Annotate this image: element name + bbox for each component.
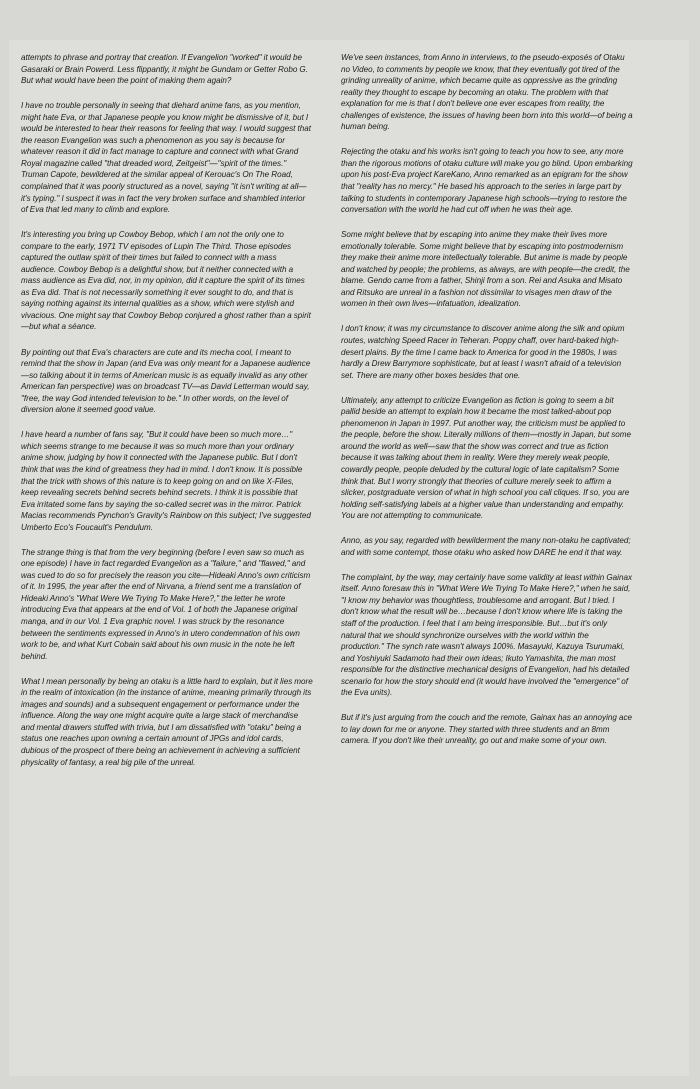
paragraph: But if it's just arguing from the couch and the remote, Gainax has an annoying ace to lay down for me or anyone. They started with three students and an 8mm camera. If you don't like their unreality, go out and make some of your own. bbox=[341, 713, 632, 746]
paragraph: Some might believe that by escaping into anime they make their lives more emotionally tolerable. Some might believe that by escaping into postmodernism they make their anime more intellectually tolerable. But anime is made by people and watched by people; the problems, as always, are with people—the credit, the blame. Gendo came from a father, Shinji from a son. Rei and Asuka and Misato and Ritsuko are unreal in a fashion not dissimilar to visages men draw of the women in their own lives—infatuation, idealization. bbox=[341, 230, 630, 309]
paragraph: It's interesting you bring up Cowboy Bebop, which I am not the only one to compare to the early, 1971 TV episodes of Lupin The Third. Those episodes captured the outlaw spirit of their times but failed to connect with a mass audience. Cowboy Bebop is a delightful show, but it neither connected with a mass audience as Eva did, nor, in my opinion, did it capture the spirit of its times as Eva did. That is not necessarily something it ever sought to do, and that is saying nothing against its internal qualities as a show, which were stylish and vivacious. One might say that Cowboy Bebop conjured a ghost rather than a spirit—but what a séance. bbox=[21, 230, 311, 332]
paragraph: The complaint, by the way, may certainly have some validity at least within Gainax itself. Anno foresaw this in "What Were We Trying To Make Here?," when he said, "I know my behavior was thoughtless, troublesome and arrogant. But I tried. I don't know what the result will be…because I don't know where life is taking the staff of the production. I feel that I am being irresponsible. But…but it's only natural that we should synchronize ourselves with the world within the production." The synch rate wasn't always 100%. Masayuki, Kazuya Tsurumaki, and Yoshiyuki Sadamoto had their own ideas; Ikuto Yamashita, the man most responsible for the distinctive mechanical designs of Evangelion, had his detailed scenario for how the story should end (it would have involved the "emergence" of the Eva units). bbox=[341, 572, 633, 698]
paragraph: By pointing out that Eva's characters are cute and its mecha cool, I meant to remind that the show in Japan (and Eva was only meant for a Japanese audience—so talking about it in terms of American music is as equally invalid as any other American fan perspective) was on broadcast TV—as David Letterman would say, "free, the way God intended television to be." In other words, on the level of diversion alone it seemed good value. bbox=[21, 347, 311, 415]
paragraph: I have no trouble personally in seeing that diehard anime fans, as you mention, might hate Eva, or that Japanese people you know might be dismissive of it, but I would be interested to hear their reasons for feeling that way. I would suggest that the reason Evangelion was such a phenomenon as you say is because for whatever reason it did in fact manage to capture and connect with what Grand Royal magazine called "that dreaded word, Zeitgeist"—"spirit of the times." Truman Capote, bewildered at the similar appeal of Kerouac's On The Road, complained that it was poorly structured as a novel, saying "it isn't writing at all—it's typing." I suspect it was in fact the very broken surface and shambled interior of Eva that led many to climb and explore. bbox=[21, 101, 311, 215]
top-margin bbox=[0, 0, 700, 40]
paragraph: Ultimately, any attempt to criticize Evangelion as fiction is going to seem a bit pallid beside an attempt to explain how it became the most talked-about pop phenomenon in Japan in 1997. Put another way, the criticism must be applied to the people, before the show. Literally millions of them—mostly in Japan, but some around the world as well—saw that the show was correct and true as fiction because it was talking about them in reality. Were they merely weak people, cowardly people, people deluded by the cultural logic of late capitalism? Some think that. But I worry strongly that theories of culture merely seek to affirm a slicker, postgraduate version of what in high school you call cliques. If so, you are holding self-satisfying labels at a higher value than understanding and empathy. You are not attempting to communicate. bbox=[341, 395, 632, 521]
left-column bbox=[21, 52, 313, 782]
paragraph: I have heard a number of fans say, "But it could have been so much more…" which seems strange to me because it was so much more than your ordinary anime show, judging by how it connected with the Japanese public. But I don't think that was the kind of greatness they had in mind. I don't know. It is possible that the trick with shows of this nature is to keep going on and on like X-Files, keep revealing secrets behind secrets behind secrets. I think it is possible that Eva irritated some fans by saying the so-called secret was in the mirror. Patrick Macias recommends Pynchon's Gravity's Rainbow on this subject; I've suggested Umberto Eco's Foucault's Pendulum. bbox=[21, 430, 311, 532]
paragraph: attempts to phrase and portray that creation. If Evangelion "worked" it would be Gasaraki or Brain Powerd. Less flippantly, it might be Gundam or Getter Robo G. But what would have been the point of making them again? bbox=[21, 53, 308, 86]
bottom-margin bbox=[0, 1076, 700, 1089]
paragraph: What I mean personally by being an otaku is a little hard to explain, but it lies more in the realm of intoxication (in the instance of anime, meaning primarily through its images and sounds) and a subsequent engagement or performance under the influence. Along the way one might acquire quite a large stack of merchandise and mental drawers stuffed with trivia, but I am dissatisfied with "otaku" being a status one reaches upon owning a certain amount of JPGs and idol cards, dubious of the prospect of there being an achievement in achieving a sufficient physicality of fantasy, a real big pile of the unreal. bbox=[21, 676, 313, 767]
paragraph: Anno, as you say, regarded with bewilderment the many non-otaku he captivated; and with some contempt, those otaku who asked how DARE he end it that way. bbox=[341, 536, 631, 557]
paragraph: The strange thing is that from the very beginning (before I even saw so much as one episode) I have in fact regarded Evangelion as a "failure," and "flawed," and was cued to do so for precisely the reason you cite—Hideaki Anno's own criticism of it. In 1995, the year after the end of Nirvana, a friend sent me a translation of Hideaki Anno's "What Were We Trying To Make Here?," the letter he wrote introducing Eva that appears at the end of Vol. 1 of both the Japanese original manga, and in our Vol. 1 Eva graphic novel. I was struck by the resonance between the sentiments expressed in Anno's in utero condemnation of his own work to be, and what Kurt Cobain said about his own music in the note he left behind. bbox=[21, 547, 311, 661]
paragraph: We've seen instances, from Anno in interviews, to the pseudo-exposés of Otaku no Video, to comments by people we know, that they eventually got tired of the grinding unreality of anime, which became quite as oppressive as the grinding reality they thought to escape by becoming an otaku. The problem with that explanation for me is that I don't believe one ever escapes from reality, the challenges of existence, the issues of having been born into this world—of being a human being. bbox=[341, 53, 633, 132]
page bbox=[9, 40, 689, 1076]
paragraph: I don't know; it was my circumstance to discover anime along the silk and opium routes, watching Speed Racer in Teheran. Poppy chaff, over hard-baked high-desert plains. By the time I came back to America for good in the 1980s, I was hardly a Drew Barrymore sophisticate, but at least I wasn't afraid of a television set. There are many other boxes besides that one. bbox=[341, 324, 625, 380]
right-column bbox=[341, 52, 633, 760]
paragraph: Rejecting the otaku and his works isn't going to teach you how to see, any more than the rigorous motions of otaku culture will make you go blind. Upon embarking upon his post-Eva project KareKano, Anno remarked as an epigram for the show that "reality has no mercy." He based his approach to the series in large part by talking to students in contemporary Japanese high schools—trying to restore the conversation with the world he had cut off when he was their age. bbox=[341, 147, 633, 215]
